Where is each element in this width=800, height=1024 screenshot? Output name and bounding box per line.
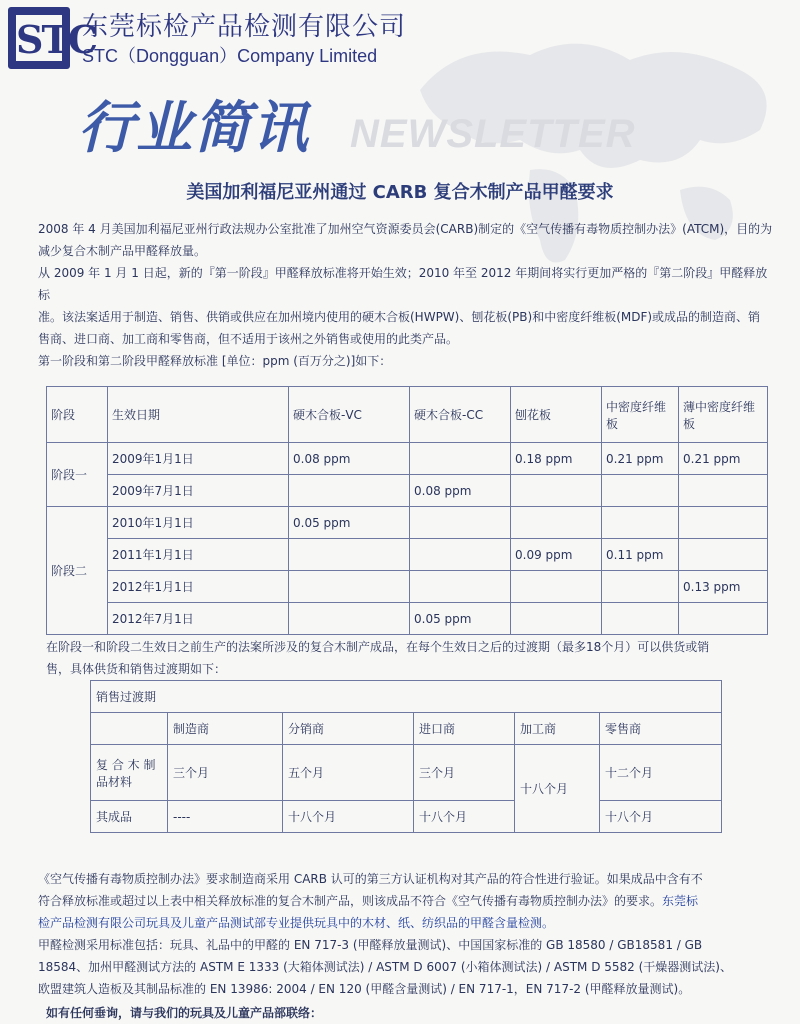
table-row: 2011年1月1日 0.09 ppm 0.11 ppm (47, 539, 768, 571)
table-row: 阶段二 2010年1月1日 0.05 ppm (47, 507, 768, 539)
paragraph-requirements: 《空气传播有毒物质控制办法》要求制造商采用 CARB 认可的第三方认证机构对其产品的符合性进行验证。如果成品中含有不 符合释放标准或超过以上表中相关释放标准的复合木制产品，则该成品不符合《空气传播有毒物质控制办法》的要求。东莞标 检产品检测有限公司玩具及儿童产品测试部专业提供玩具中的木材、纸、纺织品的甲醛含量检测。 甲醛检测采用标准包括：玩具、礼品中的甲醛的 EN 717-3 (甲醛释放量测试)、中国国家标准的 GB 18580 / GB18581 / GB 18584、加州甲醛测试方法的 ASTM E 1333 (大箱体测试法) / ASTM D 6007 (小箱体测试法) / ASTM D 5582 (干燥器测试法)、 欧盟建筑人造板及其制品标准的 EN 13986: 2004 / EN 120 (甲醛含量测试) / EN 717-1，EN 717-2 (甲醛释放量测试)。 (38, 872, 732, 996)
table-row: 阶段一 2009年1月1日 0.08 ppm 0.18 ppm 0.21 ppm 0.21 ppm (47, 443, 768, 475)
highlighted-company-text: 东莞标 (662, 894, 699, 908)
table-row: 复 合 木 制 品材料 三个月 五个月 三个月 十八个月 十二个月 (91, 745, 722, 801)
table-row: 2009年7月1日 0.08 ppm (47, 475, 768, 507)
newsletter-title-cn: 行业简讯 (78, 96, 310, 161)
table-header-row: 制造商 分销商 进口商 加工商 零售商 (91, 713, 722, 745)
paragraph-transition: 在阶段一和阶段二生效日之前生产的法案所涉及的复合木制产成品，在每个生效日之后的过渡期（最多18个月）可以供货或销 售，具体供货和销售过渡期如下： (46, 640, 710, 676)
table-row: 2012年1月1日 0.13 ppm (47, 571, 768, 603)
sales-transition-table (90, 680, 722, 833)
logo-mark: STC (16, 17, 96, 62)
formaldehyde-standards-table (46, 386, 768, 635)
table-header-row: 阶段 生效日期 硬木合板-VC 硬木合板-CC 刨花板 中密度纤维板 薄中密度纤维板 (47, 387, 768, 443)
company-name-en: STC（Dongguan）Company Limited (82, 46, 378, 66)
newsletter-title-en: NEWSLETTER (350, 112, 636, 156)
table-caption-row: 销售过渡期 (91, 681, 722, 713)
article-title: 美国加利福尼亚州通过 CARB 复合木制产品甲醛要求 (186, 182, 614, 203)
company-logo (8, 7, 96, 69)
company-name-cn: 东莞标检产品检测有限公司 (82, 12, 407, 42)
paragraph-intro: 2008 年 4 月美国加利福尼亚州行政法规办公室批准了加州空气资源委员会(CARB)制定的《空气传播有毒物质控制办法》(ATCM)，目的为 减少复合木制产品甲醛释放量。 从 2009 年 1 月 1 日起，新的『第一阶段』甲醛释放标准将开始生效；2010 年至 2012 年期间将实行更加严格的『第二阶段』甲醛释放标 准。该法案适用于制造、销售、供销或供应在加州境内使用的硬木合板(HWPW)、刨花板(PB)和中密度纤维板(MDF)或成品的制造商、销 售商、进口商、加工商和零售商，但不适用于该州之外销售或使用的此类产品。 第一阶段和第二阶段甲醛释放标准 [单位：ppm (百万分之)]如下： (38, 222, 773, 368)
table-row: 2012年7月1日 0.05 ppm (47, 603, 768, 635)
contact-prompt: 如有任何垂询，请与我们的玩具及儿童产品部联络： (46, 1006, 323, 1020)
table-row: 其成品 ---- 十八个月 十八个月 十八个月 (91, 801, 722, 833)
